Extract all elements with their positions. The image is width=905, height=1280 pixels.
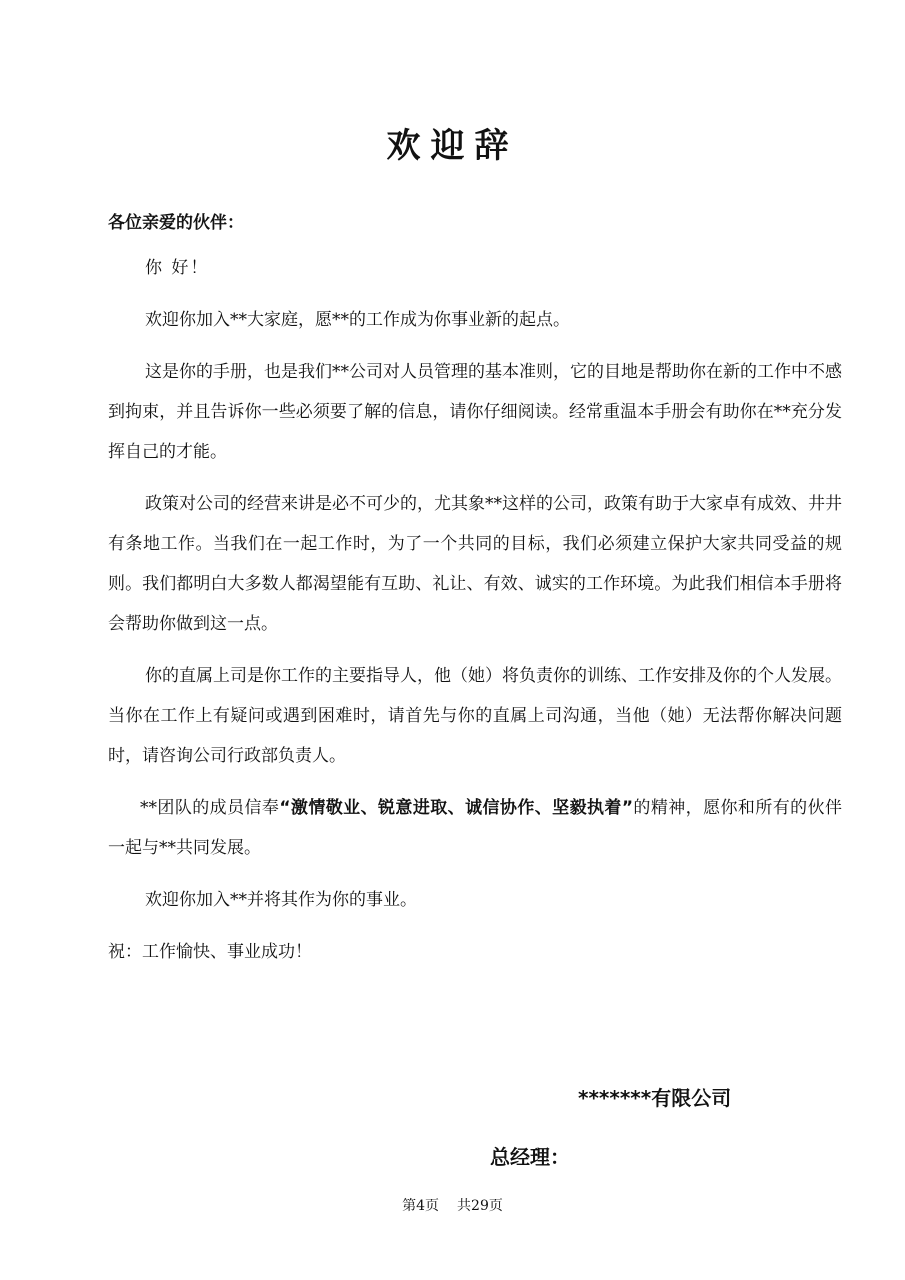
page-number: 第4页 xyxy=(402,1198,440,1214)
team-spirit-paragraph xyxy=(108,788,842,868)
welcome-paragraph: 欢迎你加入**大家庭，愿**的工作成为你事业新的起点。 xyxy=(145,310,570,330)
page-total: 共29页 xyxy=(457,1198,503,1214)
best-wishes: 祝：工作愉快、事业成功！ xyxy=(108,942,312,962)
letter-body xyxy=(108,248,842,984)
page-footer xyxy=(0,1196,905,1216)
team-spirit-outro: 的精神，愿你和所有的伙伴一起与**共同发展。 xyxy=(108,798,842,858)
greeting-paragraph: 你 好！ xyxy=(145,258,210,278)
policy-paragraph: 政策对公司的经营来讲是必不可少的，尤其象**这样的公司，政策有助于大家卓有成效、井井有条地工作。当我们在一起工作时，为了一个共同的目标，我们必须建立保护大家共同受益的规则。我们都明白大多数人都渴望能有互助、礼让、有效、诚实的工作环境。为此我们相信本手册将会帮助你做到这一点。 xyxy=(108,494,842,634)
salutation: 各位亲爱的伙伴： xyxy=(108,213,244,233)
team-motto: “激情敬业、锐意进取、诚信协作、坚毅执着” xyxy=(279,798,633,818)
supervisor-paragraph: 你的直属上司是你工作的主要指导人，他（她）将负责你的训练、工作安排及你的个人发展。当你在工作上有疑问或遇到困难时，请首先与你的直属上司沟通，当他（她）无法帮你解决问题时，请咨询公司行政部负责人。 xyxy=(108,666,842,766)
team-spirit-intro: **团队的成员信奉 xyxy=(140,798,280,818)
general-manager-signature: 总经理： xyxy=(490,1145,570,1169)
closing-paragraph: 欢迎你加入**并将其作为你的事业。 xyxy=(145,890,417,910)
handbook-paragraph: 这是你的手册，也是我们**公司对人员管理的基本准则，它的目地是帮助你在新的工作中不感到拘束，并且告诉你一些必须要了解的信息，请你仔细阅读。经常重温本手册会有助你在**充分发挥自己的才能。 xyxy=(108,362,842,462)
company-signature: *******有限公司 xyxy=(578,1086,732,1110)
page-title: 欢迎辞 xyxy=(386,126,519,166)
